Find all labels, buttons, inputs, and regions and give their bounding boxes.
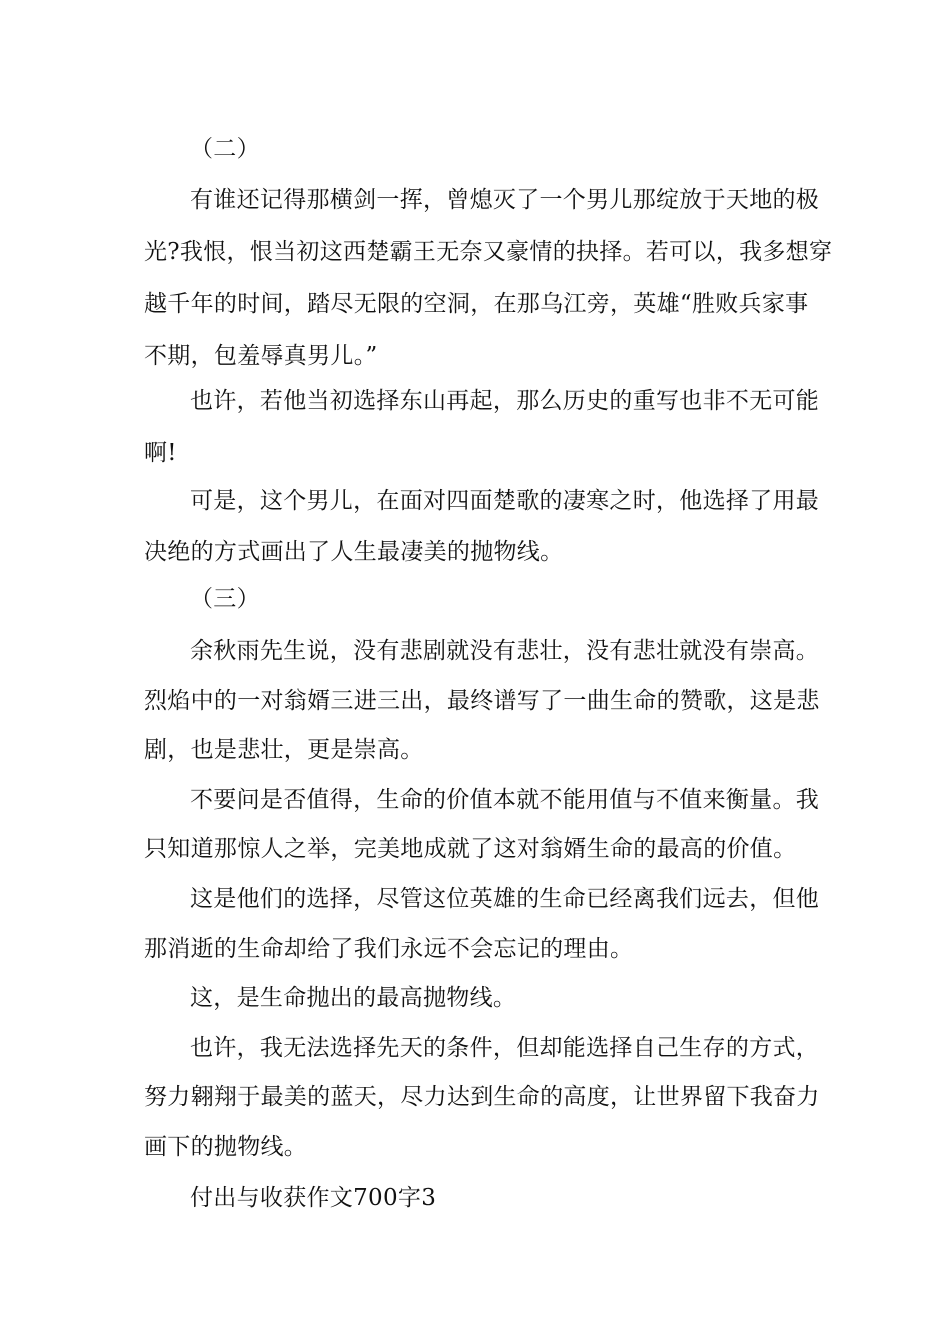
paragraph-line: 余秋雨先生说，没有悲剧就没有悲壮，没有悲壮就没有崇高。 — [190, 638, 820, 664]
paragraph-line: 可是，这个男儿，在面对四面楚歌的凄寒之时，他选择了用最 — [190, 488, 820, 514]
paragraph-line: 光?我恨，恨当初这西楚霸王无奈又豪情的抉择。若可以，我多想穿 — [144, 239, 833, 265]
paragraph-line: 只知道那惊人之举，完美地成就了这对翁婿生命的最高的价值。 — [144, 836, 797, 862]
paragraph-line: 剧，也是悲壮，更是崇高。 — [144, 737, 424, 763]
paragraph-line: 决绝的方式画出了人生最凄美的抛物线。 — [144, 539, 564, 565]
section-heading: 付出与收获作文700字3 — [190, 1185, 437, 1211]
paragraph-line: 烈焰中的一对翁婿三进三出，最终谱写了一曲生命的赞歌，这是悲 — [144, 688, 820, 714]
section-marker-three: （三） — [190, 586, 260, 612]
paragraph-line: 这是他们的选择，尽管这位英雄的生命已经离我们远去，但他 — [190, 886, 820, 912]
paragraph-line: 也许，若他当初选择东山再起，那么历史的重写也非不无可能 — [190, 388, 820, 414]
paragraph-line: 这，是生命抛出的最高抛物线。 — [190, 985, 517, 1011]
paragraph-line: 也许，我无法选择先天的条件，但却能选择自己生存的方式， — [190, 1035, 820, 1061]
paragraph-line: 有谁还记得那横剑一挥，曾熄灭了一个男儿那绽放于天地的极 — [190, 187, 820, 213]
paragraph-line: 啊! — [144, 440, 177, 466]
paragraph-line: 那消逝的生命却给了我们永远不会忘记的理由。 — [144, 936, 634, 962]
paragraph-line: 越千年的时间，踏尽无限的空洞，在那乌江旁，英雄“胜败兵家事 — [144, 291, 809, 317]
paragraph-line: 不期，包羞辱真男儿。” — [144, 343, 378, 369]
section-marker-two: （二） — [190, 136, 260, 162]
paragraph-line: 努力翱翔于最美的蓝天，尽力达到生命的高度，让世界留下我奋力 — [144, 1084, 820, 1110]
paragraph-line: 不要问是否值得，生命的价值本就不能用值与不值来衡量。我 — [190, 787, 820, 813]
paragraph-line: 画下的抛物线。 — [144, 1134, 308, 1160]
